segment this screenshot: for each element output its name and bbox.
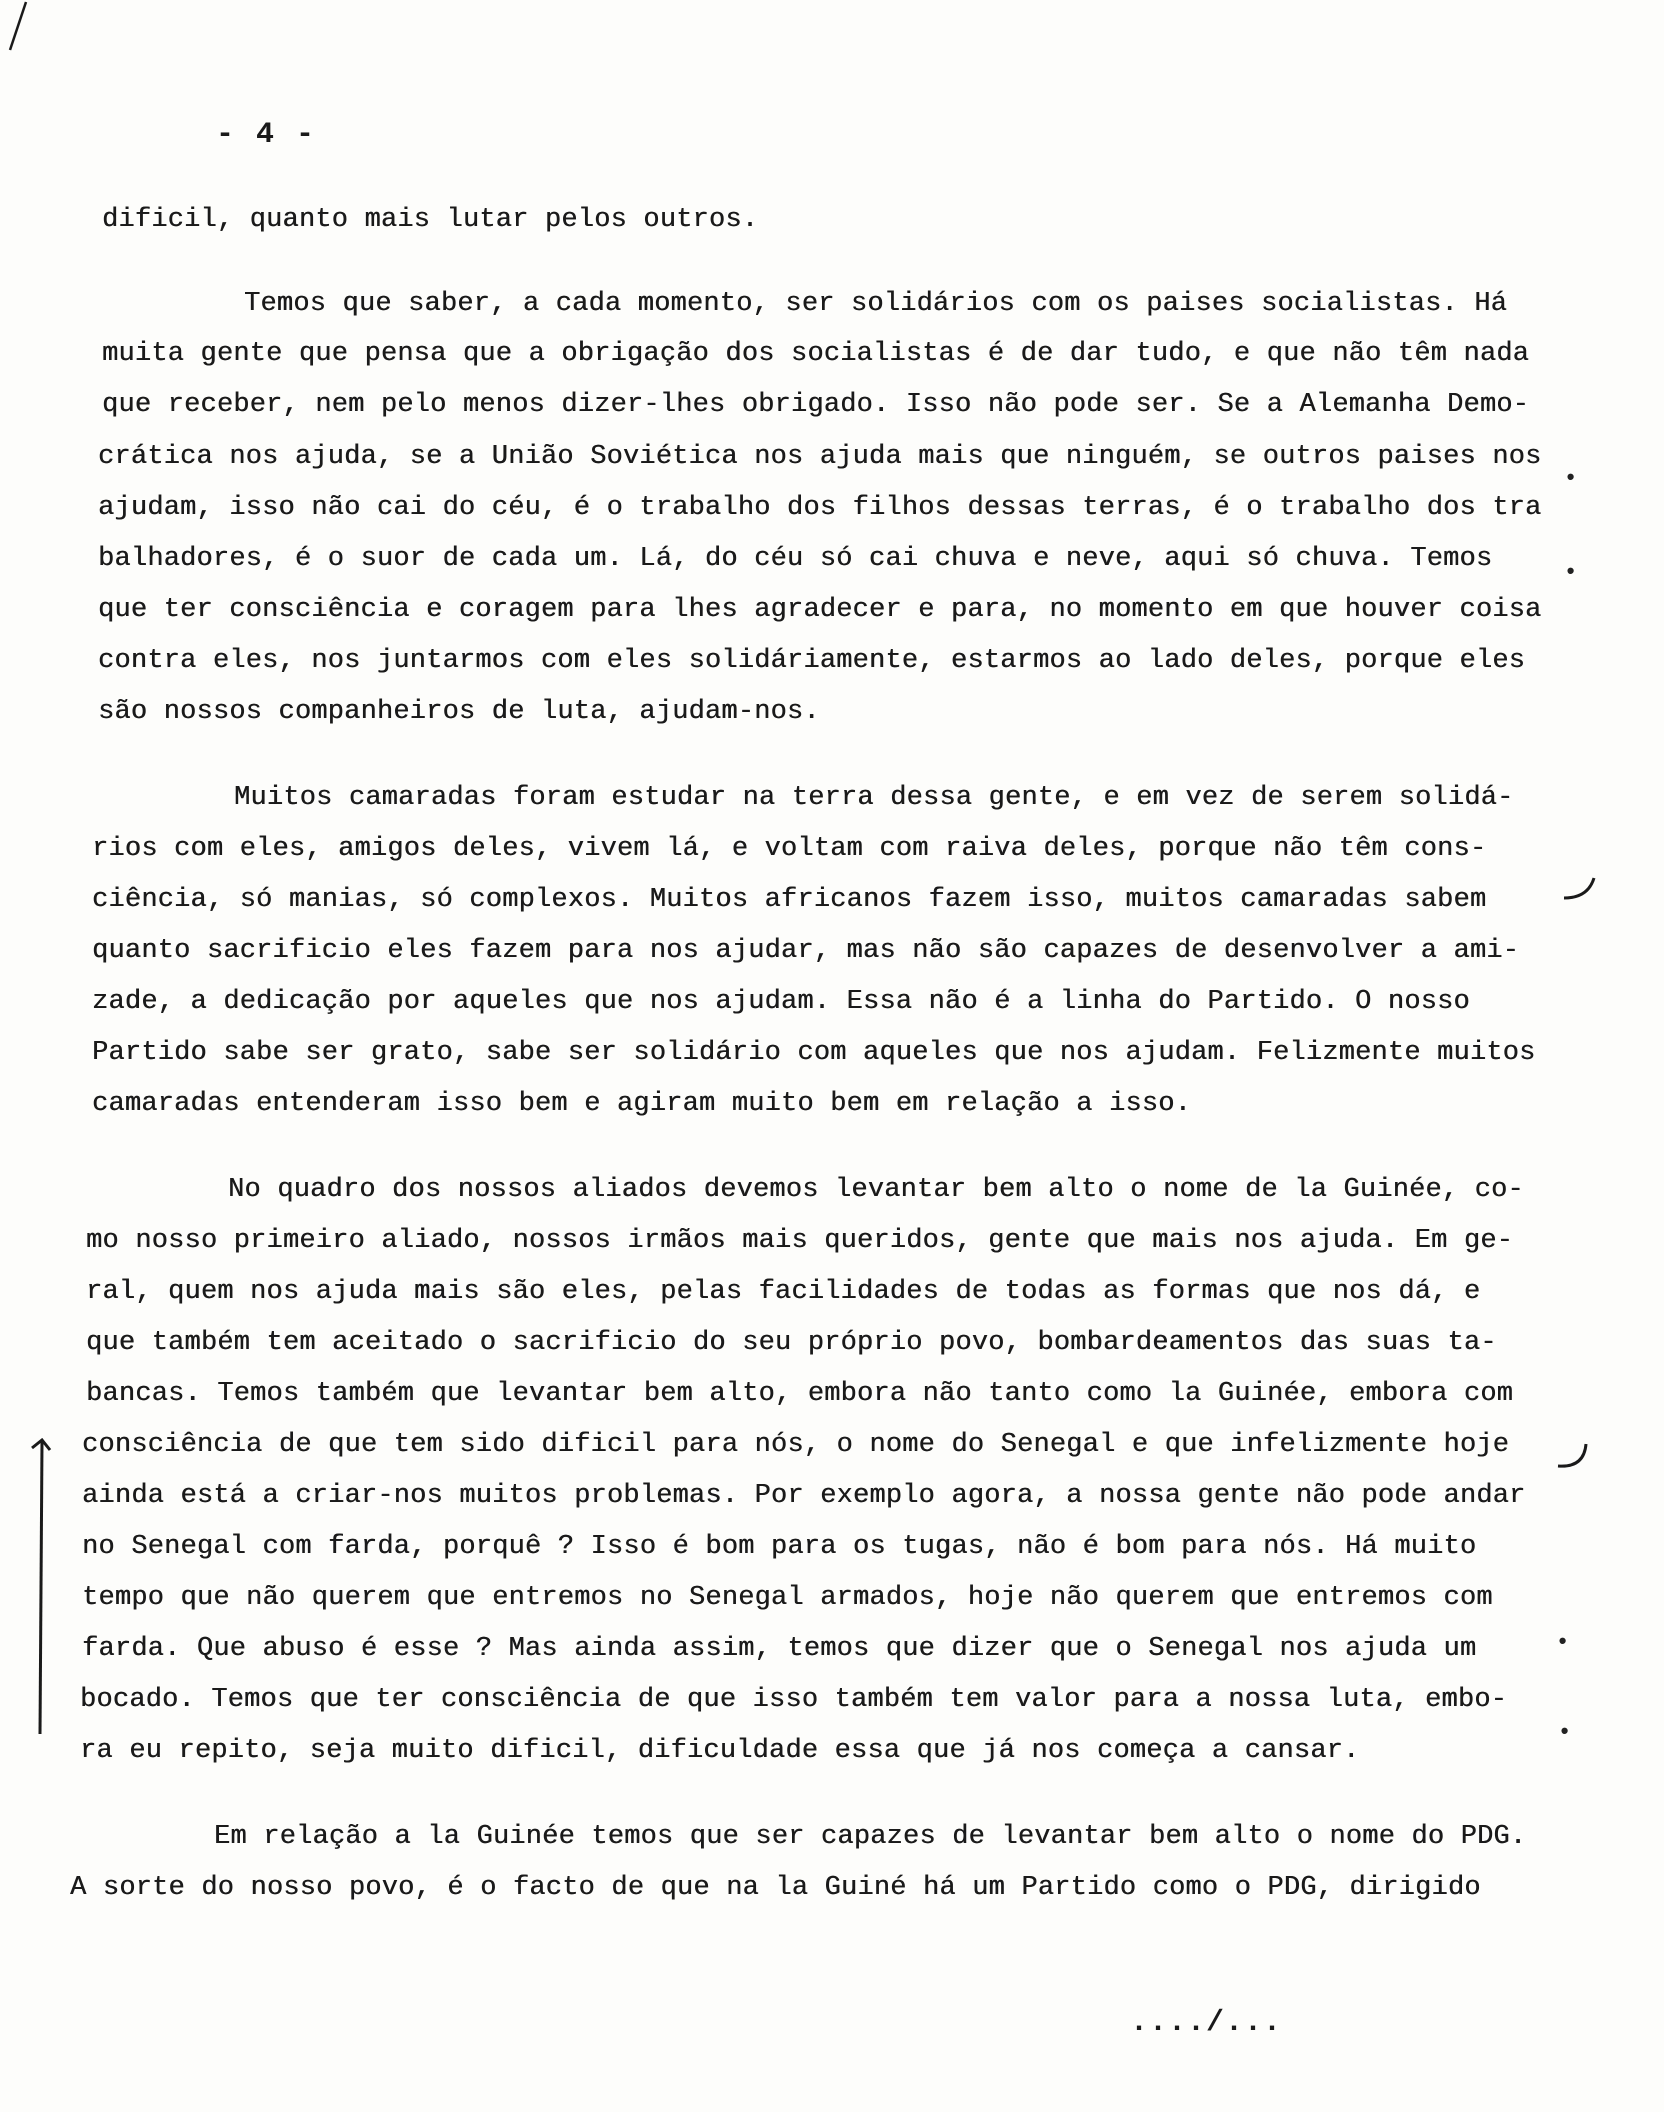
margin-dot-mark: • xyxy=(1556,1630,1570,1655)
text-line: ainda está a criar-nos muitos problemas. Por exemplo agora, a nossa gente não pode andar xyxy=(82,1481,1526,1511)
text-line: Em relação a la Guinée temos que ser capazes de levantar bem alto o nome do PDG. xyxy=(214,1822,1527,1852)
text-line: mo nosso primeiro aliado, nossos irmãos mais queridos, gente que mais nos ajuda. Em ge- xyxy=(86,1226,1514,1256)
page-number: - 4 - xyxy=(216,118,317,152)
text-line: rios com eles, amigos deles, vivem lá, e voltam com raiva deles, porque não têm cons- xyxy=(92,834,1487,864)
text-line: tempo que não querem que entremos no Senegal armados, hoje não querem que entremos com xyxy=(82,1583,1493,1613)
text-line: Temos que saber, a cada momento, ser solidários com os paises socialistas. Há xyxy=(244,289,1508,319)
margin-arc-mark xyxy=(1558,872,1598,912)
text-line: balhadores, é o suor de cada um. Lá, do céu só cai chuva e neve, aqui só chuva. Temos xyxy=(98,544,1493,574)
text-line: bocado. Temos que ter consciência de que isso também tem valor para a nossa luta, embo- xyxy=(80,1685,1508,1715)
text-line: que também tem aceitado o sacrificio do seu próprio povo, bombardeamentos das suas ta- xyxy=(86,1328,1497,1358)
text-line: contra eles, nos juntarmos com eles solidáriamente, estarmos ao lado deles, porque eles xyxy=(98,646,1526,676)
text-line: ra eu repito, seja muito dificil, dificuldade essa que já nos começa a cansar. xyxy=(80,1736,1360,1766)
margin-dot-mark: • xyxy=(1558,1720,1572,1745)
text-line: farda. Que abuso é esse ? Mas ainda assim, temos que dizer que o Senegal nos ajuda um xyxy=(82,1634,1477,1664)
text-line: muita gente que pensa que a obrigação dos socialistas é de dar tudo, e que não têm nada xyxy=(102,339,1530,369)
text-line: são nossos companheiros de luta, ajudam-nos. xyxy=(98,697,820,727)
text-line: A sorte do nosso povo, é o facto de que na la Guiné há um Partido como o PDG, dirigido xyxy=(70,1873,1481,1903)
text-line: que receber, nem pelo menos dizer-lhes obrigado. Isso não pode ser. Se a Alemanha Demo- xyxy=(102,390,1530,420)
continuation-mark: ..../... xyxy=(1130,2006,1283,2040)
text-line: consciência de que tem sido dificil para nós, o nome do Senegal e que infelizmente hoje xyxy=(82,1430,1510,1460)
text-line: Partido sabe ser grato, sabe ser solidário com aqueles que nos ajudam. Felizmente muitos xyxy=(92,1038,1536,1068)
text-line: no Senegal com farda, porquê ? Isso é bom para os tugas, não é bom para nós. Há muito xyxy=(82,1532,1477,1562)
text-line: zade, a dedicação por aqueles que nos ajudam. Essa não é a linha do Partido. O nosso xyxy=(92,987,1470,1017)
text-line: quanto sacrificio eles fazem para nos ajudar, mas não são capazes de desenvolver a ami- xyxy=(92,936,1520,966)
text-line: que ter consciência e coragem para lhes agradecer e para, no momento em que houver coisa xyxy=(98,595,1542,625)
text-line: bancas. Temos também que levantar bem alto, embora não tanto como la Guinée, embora com xyxy=(86,1379,1514,1409)
text-line: ajudam, isso não cai do céu, é o trabalho dos filhos dessas terras, é o trabalho dos tra xyxy=(98,493,1542,523)
margin-dot-mark: • xyxy=(1564,466,1578,491)
text-line: No quadro dos nossos aliados devemos levantar bem alto o nome de la Guinée, co- xyxy=(228,1175,1524,1205)
margin-arc-mark xyxy=(1552,1440,1592,1480)
corner-slash-mark xyxy=(4,0,34,60)
margin-dot-mark: • xyxy=(1564,560,1578,585)
text-line: Muitos camaradas foram estudar na terra dessa gente, e em vez de serem solidá- xyxy=(234,783,1514,813)
text-line: dificil, quanto mais lutar pelos outros. xyxy=(102,205,759,235)
text-line: camaradas entenderam isso bem e agiram muito bem em relação a isso. xyxy=(92,1089,1191,1119)
text-line: ciência, só manias, só complexos. Muitos africanos fazem isso, muitos camaradas sabem xyxy=(92,885,1487,915)
margin-vertical-line xyxy=(28,1438,52,1738)
text-line: ral, quem nos ajuda mais são eles, pelas facilidades de todas as formas que nos dá, e xyxy=(86,1277,1481,1307)
text-line: crática nos ajuda, se a União Soviética nos ajuda mais que ninguém, se outros paises nos xyxy=(98,442,1542,472)
